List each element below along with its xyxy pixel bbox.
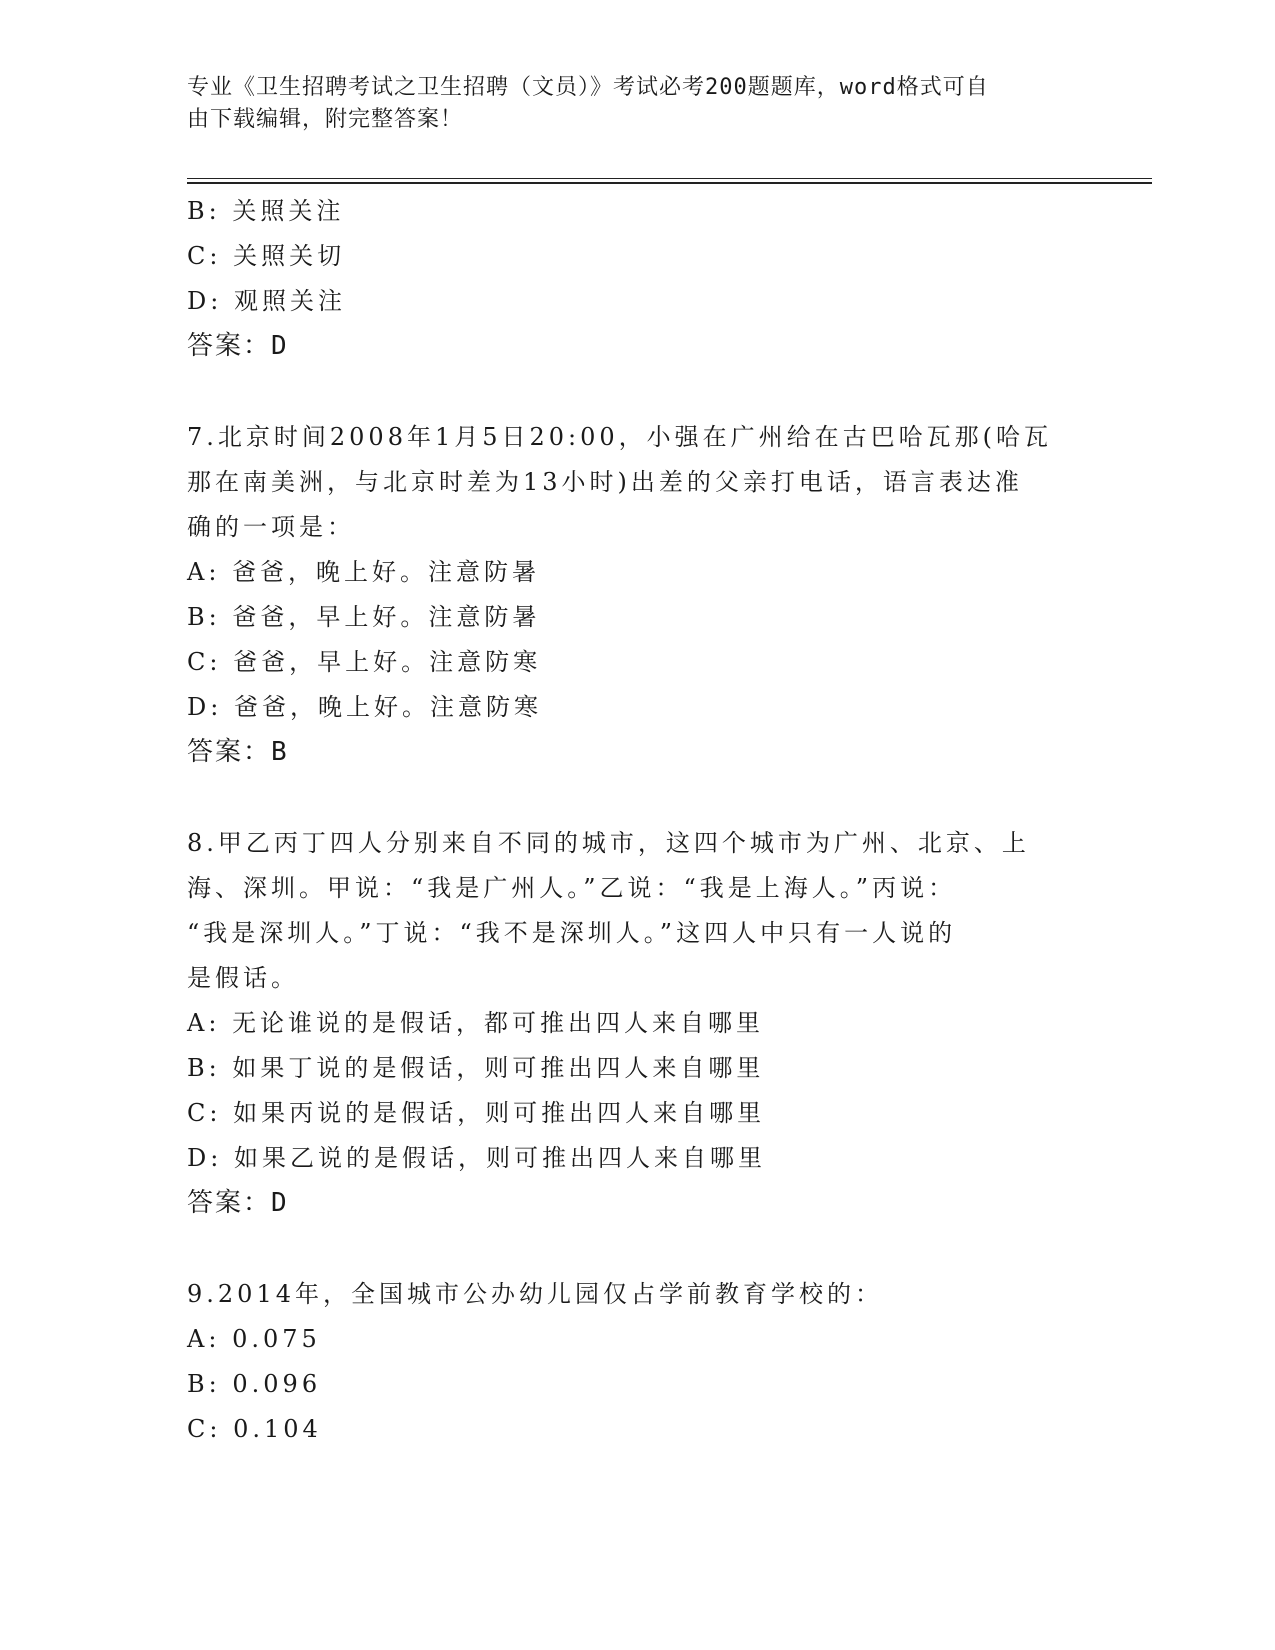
answer-line: 答案：B	[187, 737, 289, 767]
header-divider-thick	[187, 182, 1152, 184]
option-label: D:	[187, 287, 223, 315]
question-9	[187, 1272, 1087, 1452]
option-b	[187, 189, 1087, 234]
option-label: C:	[187, 1099, 222, 1127]
option-label: C:	[187, 1415, 222, 1443]
option-text: 无论谁说的是假话，都可推出四人来自哪里	[232, 1009, 765, 1037]
question-8	[187, 821, 1087, 1226]
header-divider-thin	[187, 178, 1152, 179]
question-text-line: 7.北京时间2008年1月5日20:00，小强在广州给在古巴哈瓦那(哈瓦	[187, 423, 1053, 451]
option-text: 如果乙说的是假话，则可推出四人来自哪里	[233, 1144, 766, 1172]
question-text-line: 确的一项是：	[187, 513, 355, 541]
option-label: C:	[187, 242, 222, 270]
option-a	[187, 1317, 1087, 1362]
header-line-1: 专业《卫生招聘考试之卫生招聘（文员）》考试必考200题题库，word格式可自	[187, 75, 989, 100]
option-text: 如果丁说的是假话，则可推出四人来自哪里	[232, 1054, 765, 1082]
question-text-line: “我是深圳人。”丁说：“我不是深圳人。”这四人中只有一人说的	[187, 919, 957, 947]
option-label: D:	[187, 693, 223, 721]
option-a	[187, 1001, 1087, 1046]
option-c	[187, 1407, 1087, 1452]
question-7	[187, 415, 1087, 775]
option-text: 关照关切	[233, 242, 346, 270]
header-line-2: 由下载编辑，附完整答案！	[187, 107, 464, 132]
question-text-line: 是假话。	[187, 964, 299, 992]
option-d	[187, 1136, 1087, 1181]
answer-line: 答案：D	[187, 1188, 289, 1218]
option-label: A:	[187, 1325, 221, 1353]
option-d	[187, 685, 1087, 730]
option-label: B:	[187, 1370, 221, 1398]
option-c	[187, 234, 1087, 279]
option-text: 0.104	[233, 1415, 322, 1443]
option-b	[187, 1046, 1087, 1091]
option-text: 爸爸，早上好。注意防暑	[232, 603, 541, 631]
option-text: 0.075	[232, 1325, 321, 1353]
option-text: 0.096	[232, 1370, 322, 1398]
question-text-line: 那在南美洲，与北京时差为13小时)出差的父亲打电话，语言表达准	[187, 468, 1023, 496]
option-label: A:	[187, 558, 221, 586]
question-text-line: 海、深圳。甲说：“我是广州人。”乙说：“我是上海人。”丙说：	[187, 874, 957, 902]
option-text: 观照关注	[233, 287, 346, 315]
option-text: 爸爸，早上好。注意防寒	[233, 648, 542, 676]
option-b	[187, 595, 1087, 640]
option-c	[187, 1091, 1087, 1136]
option-label: C:	[187, 648, 222, 676]
option-label: D:	[187, 1144, 223, 1172]
option-text: 爸爸，晚上好。注意防寒	[233, 693, 542, 721]
option-label: B:	[187, 603, 221, 631]
document-header	[187, 72, 1067, 136]
option-text: 如果丙说的是假话，则可推出四人来自哪里	[233, 1099, 766, 1127]
prev-question	[187, 189, 1087, 369]
option-text: 关照关注	[232, 197, 345, 225]
option-a	[187, 550, 1087, 595]
answer-line: 答案：D	[187, 331, 289, 361]
option-d	[187, 279, 1087, 324]
option-label: B:	[187, 1054, 221, 1082]
option-label: B:	[187, 197, 221, 225]
question-content	[187, 189, 1087, 1452]
option-text: 爸爸，晚上好。注意防暑	[232, 558, 541, 586]
option-b	[187, 1362, 1087, 1407]
question-text-line: 9.2014年，全国城市公办幼儿园仅占学前教育学校的：	[187, 1280, 883, 1308]
option-c	[187, 640, 1087, 685]
question-text-line: 8.甲乙丙丁四人分别来自不同的城市，这四个城市为广州、北京、上	[187, 829, 1030, 857]
option-label: A:	[187, 1009, 221, 1037]
